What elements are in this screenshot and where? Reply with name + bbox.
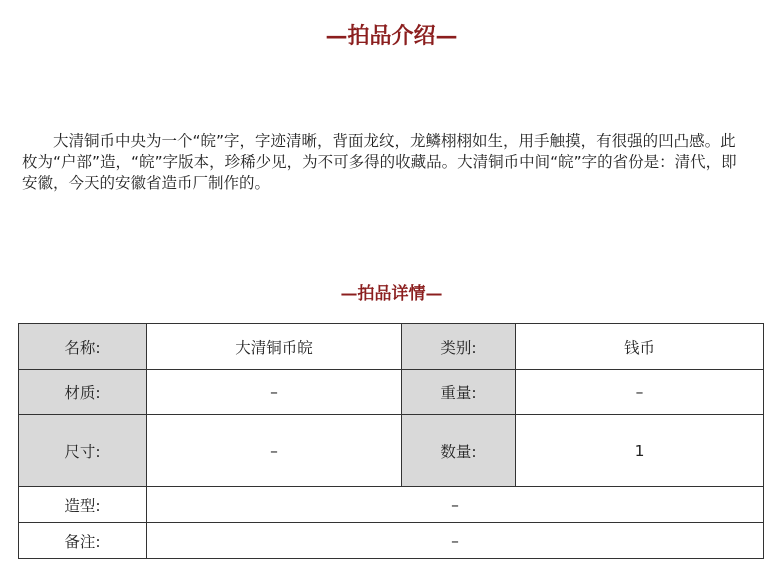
category-label: 类别:	[402, 324, 516, 370]
weight-value: –	[516, 370, 764, 415]
size-label: 尺寸:	[19, 415, 147, 487]
material-label: 材质:	[19, 370, 147, 415]
material-value: –	[147, 370, 402, 415]
details-section-title: —拍品详情—	[340, 284, 443, 304]
shape-value: –	[147, 487, 764, 523]
intro-paragraph: 大清铜币中央为一个“皖”字，字迹清晰，背面龙纹，龙鳞栩栩如生，用手触摸，有很强的凹凸感。此枚为“户部”造，“皖”字版本，珍稀少见，为不可多得的收藏品。大清铜币中间“皖”字的省份是：清代，即安徽，今天的安徽省造币厂制作的。	[22, 132, 737, 192]
weight-label: 重量:	[402, 370, 516, 415]
shape-label: 造型:	[19, 487, 147, 523]
table-row	[19, 370, 764, 415]
remark-label: 备注:	[19, 523, 147, 559]
table-row	[19, 415, 764, 487]
name-label: 名称:	[19, 324, 147, 370]
table-row	[19, 523, 764, 559]
size-value: –	[147, 415, 402, 487]
table-row	[19, 324, 764, 370]
table-row	[19, 487, 764, 523]
quantity-value: 1	[516, 415, 764, 487]
details-table	[18, 323, 764, 559]
remark-value: –	[147, 523, 764, 559]
quantity-label: 数量:	[402, 415, 516, 487]
intro-section-title: —拍品介绍—	[325, 23, 458, 49]
name-value: 大清铜币皖	[147, 324, 402, 370]
category-value: 钱币	[516, 324, 764, 370]
